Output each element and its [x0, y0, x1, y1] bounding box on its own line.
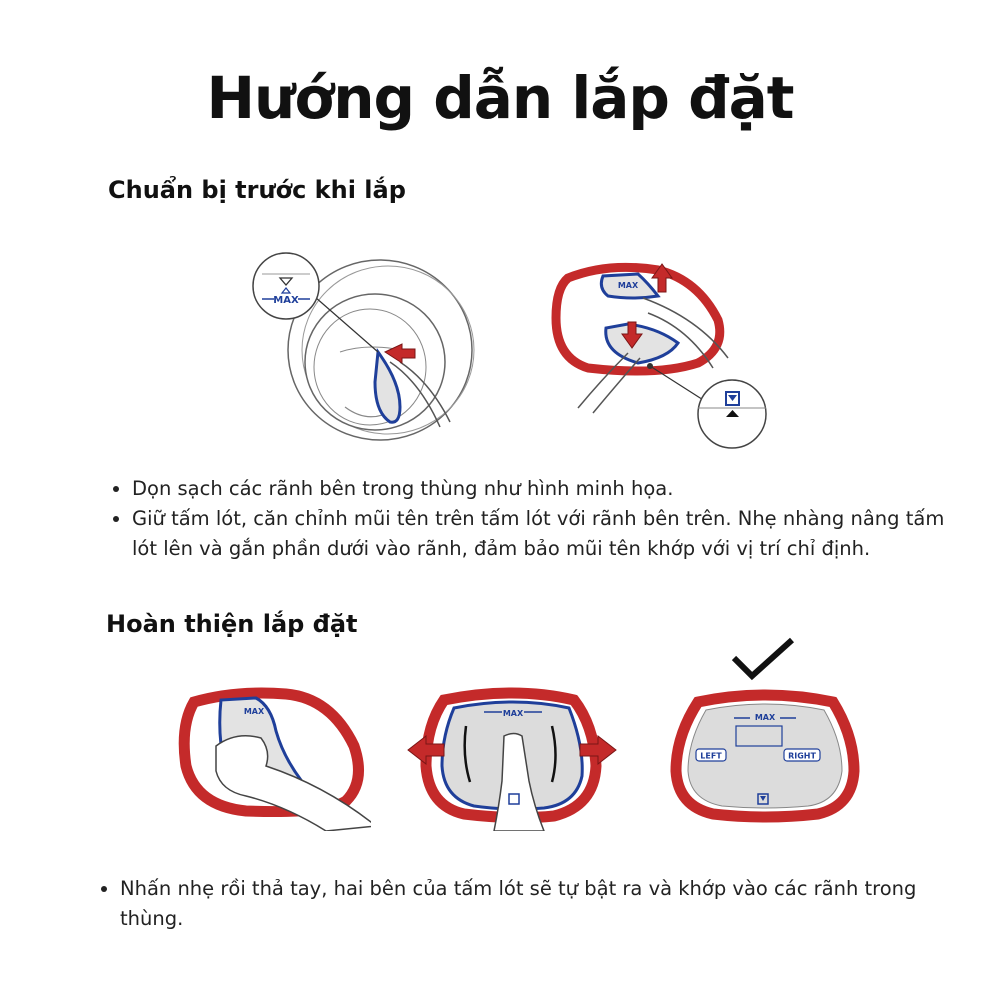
list-item: • Dọn sạch các rãnh bên trong thùng như hình minh họa. — [132, 474, 952, 504]
max-label-small: MAX — [617, 281, 639, 290]
max-label-small: MAX — [243, 707, 265, 716]
prepare-instructions-list — [108, 474, 952, 564]
figure-release-pad — [404, 686, 620, 831]
section-heading-prepare: Chuẩn bị trước khi lắp — [108, 176, 406, 204]
section-heading-finish: Hoàn thiện lắp đặt — [106, 610, 358, 638]
list-item: • Nhấn nhẹ rồi thả tay, hai bên của tấm lót sẽ tự bật ra và khớp vào các rãnh trong thùng. — [120, 874, 960, 934]
max-label-small: MAX — [754, 713, 776, 722]
left-label: LEFT — [700, 751, 722, 761]
finish-instructions-list — [96, 874, 960, 934]
figure-installed-pad — [668, 686, 862, 826]
right-label: RIGHT — [788, 751, 816, 761]
figure-drum-insert — [250, 232, 480, 442]
checkmark-icon — [730, 636, 796, 682]
page-title: Hướng dẫn lắp đặt — [206, 64, 794, 132]
max-label-small: MAX — [502, 709, 524, 718]
max-label: MAX — [273, 295, 299, 306]
figure-frame-align — [548, 258, 770, 454]
figure-press-pad — [176, 686, 371, 831]
list-item: • Giữ tấm lót, căn chỉnh mũi tên trên tấm lót với rãnh bên trên. Nhẹ nhàng nâng tấm lót lên và gắn phần dưới vào rãnh, đảm bảo mũi tên khớp với vị trí chỉ định. — [132, 504, 952, 564]
